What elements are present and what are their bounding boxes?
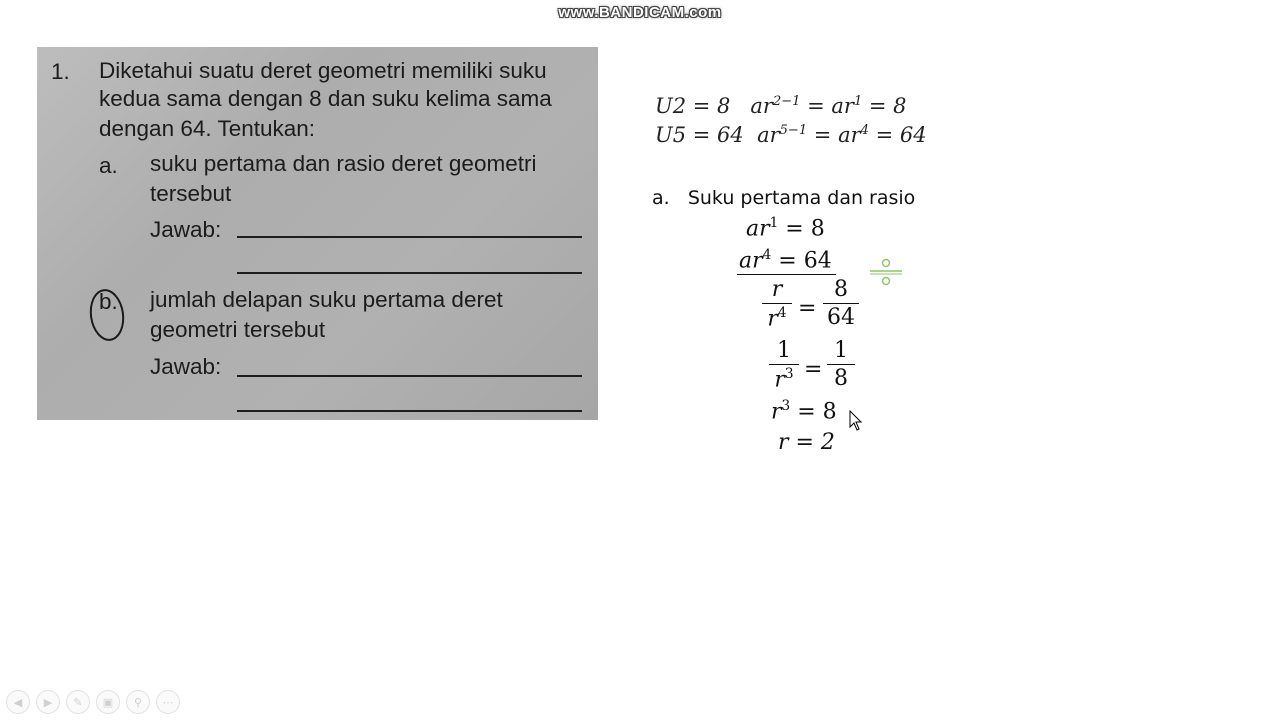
bandicam-watermark: www.BANDICAM.com [558, 4, 722, 21]
part-b-letter: b. [99, 289, 118, 314]
question-line-2: kedua sama dengan 8 dan suku kelima sama [99, 86, 552, 111]
step-2: $ar^4 = 64$ [737, 247, 836, 275]
next-icon[interactable]: ▶ [36, 690, 60, 714]
part-b-line-1: jumlah delapan suku pertama deret [150, 287, 503, 312]
worksheet-photo [37, 47, 598, 420]
part-a-line-1: suku pertama dan rasio deret geometri [150, 151, 537, 176]
prev-icon[interactable]: ◀ [6, 690, 30, 714]
answer-line [237, 236, 582, 238]
step-4-right-fraction: 1 8 [827, 338, 855, 391]
part-b-line-2: geometri tersebut [150, 317, 326, 342]
step-1: $ar^1 = 8$ [746, 215, 825, 242]
mouse-cursor-icon [849, 410, 863, 432]
answer-label-b: Jawab: [150, 354, 222, 379]
answer-label-a: Jawab: [150, 217, 222, 242]
question-line-3: dengan 64. Tentukan: [99, 116, 316, 141]
divide-icon [868, 257, 904, 287]
given-u2: U2 = 8 $ar^{2-1} = ar^1 = 8$ [655, 94, 907, 118]
answer-line [237, 375, 582, 377]
pen-icon[interactable]: ✎ [66, 690, 90, 714]
slides-icon[interactable]: ▣ [96, 690, 120, 714]
step-5: $r^3 = 8$ [771, 398, 837, 425]
step-3-equals: = [798, 296, 817, 321]
step-3-left-fraction: r $r^4$ [762, 277, 792, 331]
answer-line [237, 272, 582, 274]
step-6-result: r = 2 [778, 430, 835, 455]
step-4-equals: = [804, 357, 823, 382]
answer-line [237, 410, 582, 412]
part-a-letter: a. [99, 153, 118, 178]
zoom-icon[interactable]: ⚲ [126, 690, 150, 714]
part-a-line-2: tersebut [150, 181, 232, 206]
step-4-left-fraction: 1 $r^3$ [769, 338, 799, 392]
solution-heading: a. Suku pertama dan rasio [652, 187, 916, 209]
question-number: 1. [51, 59, 70, 84]
more-icon[interactable]: ⋯ [156, 690, 180, 714]
question-line-1: Diketahui suatu deret geometri memiliki suku [99, 58, 547, 83]
step-3-right-fraction: 8 64 [823, 277, 859, 330]
slideshow-toolbar [6, 690, 180, 716]
given-u5: U5 = 64 $ar^{5-1} = ar^4 = 64$ [655, 123, 927, 147]
